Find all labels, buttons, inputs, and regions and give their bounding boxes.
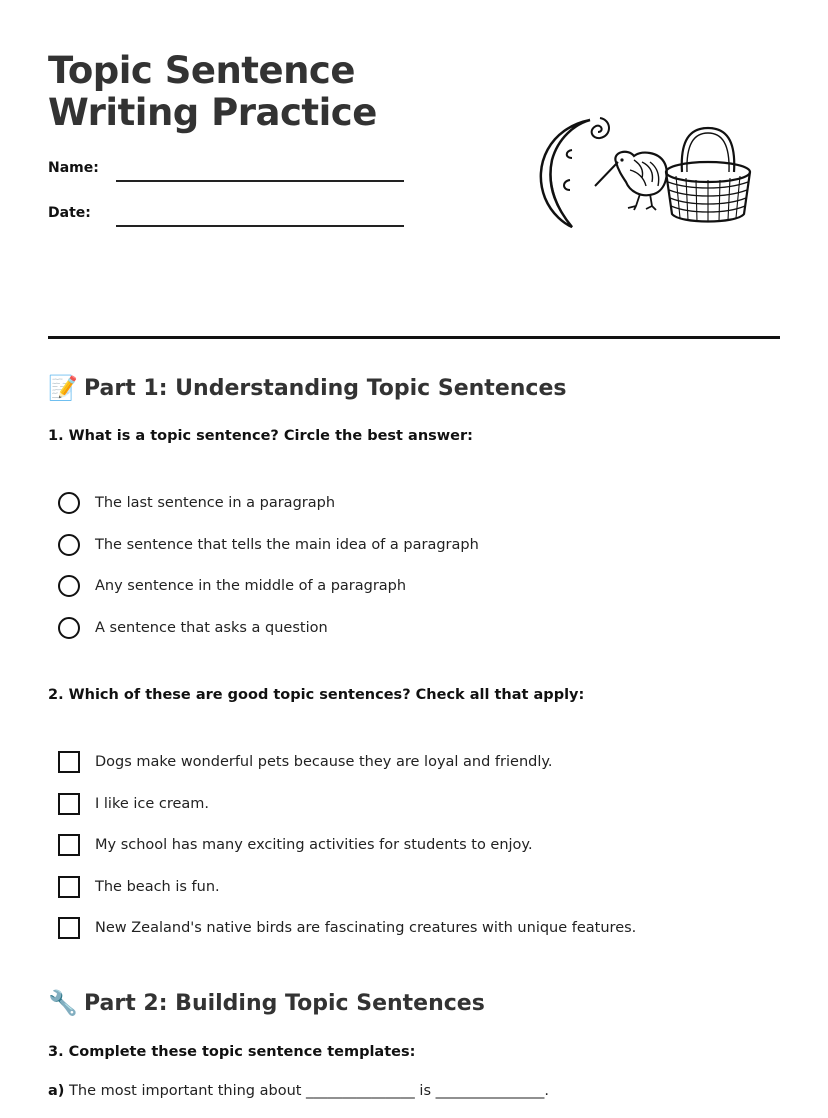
q2-option-2[interactable] — [58, 792, 209, 816]
name-label: Name: — [48, 160, 99, 176]
option-label: The beach is fun. — [95, 879, 220, 895]
item-a-label: a) — [48, 1083, 65, 1099]
question-3-prompt: 3. Complete these topic sentence templates: — [48, 1044, 416, 1060]
q2-option-4[interactable] — [58, 875, 220, 899]
option-label: The sentence that tells the main idea of a paragraph — [95, 537, 479, 553]
radio-circle-icon[interactable] — [58, 575, 80, 597]
option-label: I like ice cream. — [95, 796, 210, 812]
q1-option-2[interactable] — [58, 533, 479, 557]
radio-circle-icon[interactable] — [58, 534, 80, 556]
page-title: Topic Sentence Writing Practice — [48, 49, 377, 134]
q2-option-5[interactable] — [58, 916, 636, 940]
q1-option-4[interactable] — [58, 616, 328, 640]
item-a-text: The most important thing about _______________ is _______________. — [69, 1083, 549, 1099]
date-label: Date: — [48, 205, 91, 221]
q2-option-3[interactable] — [58, 833, 533, 857]
question-1-prompt: 1. What is a topic sentence? Circle the best answer: — [48, 428, 473, 444]
moon-icon — [541, 120, 590, 227]
checkbox-icon[interactable] — [58, 793, 80, 815]
radio-circle-icon[interactable] — [58, 492, 80, 514]
question-2-prompt: 2. Which of these are good topic sentences? Check all that apply: — [48, 687, 585, 703]
wrench-icon: 🔧 — [48, 989, 78, 1017]
q2-option-1[interactable] — [58, 750, 553, 774]
section-divider — [48, 336, 780, 339]
q1-option-3[interactable] — [58, 574, 406, 598]
kiwi-bird-icon — [595, 152, 667, 210]
part2-heading-text: Part 2: Building Topic Sentences — [84, 990, 485, 1016]
option-label: Dogs make wonderful pets because they are loyal and friendly. — [95, 754, 553, 770]
template-item-a[interactable] — [48, 1083, 549, 1099]
option-label: My school has many exciting activities for students to enjoy. — [95, 837, 533, 853]
kiwi-bird-moon-basket-illustration — [530, 110, 760, 235]
option-label: Any sentence in the middle of a paragraph — [95, 578, 407, 594]
date-input-line[interactable] — [116, 225, 404, 227]
basket-icon — [666, 128, 750, 222]
option-label: A sentence that asks a question — [95, 620, 328, 636]
radio-circle-icon[interactable] — [58, 617, 80, 639]
name-input-line[interactable] — [116, 180, 404, 182]
q1-option-1[interactable] — [58, 491, 335, 515]
option-label: New Zealand's native birds are fascinating creatures with unique features. — [95, 920, 637, 936]
part1-heading-text: Part 1: Understanding Topic Sentences — [84, 375, 567, 401]
checkbox-icon[interactable] — [58, 834, 80, 856]
memo-pencil-icon: 📝 — [48, 374, 78, 402]
checkbox-icon[interactable] — [58, 751, 80, 773]
part1-heading — [48, 374, 566, 402]
part2-heading — [48, 989, 485, 1017]
checkbox-icon[interactable] — [58, 917, 80, 939]
checkbox-icon[interactable] — [58, 876, 80, 898]
option-label: The last sentence in a paragraph — [95, 495, 336, 511]
